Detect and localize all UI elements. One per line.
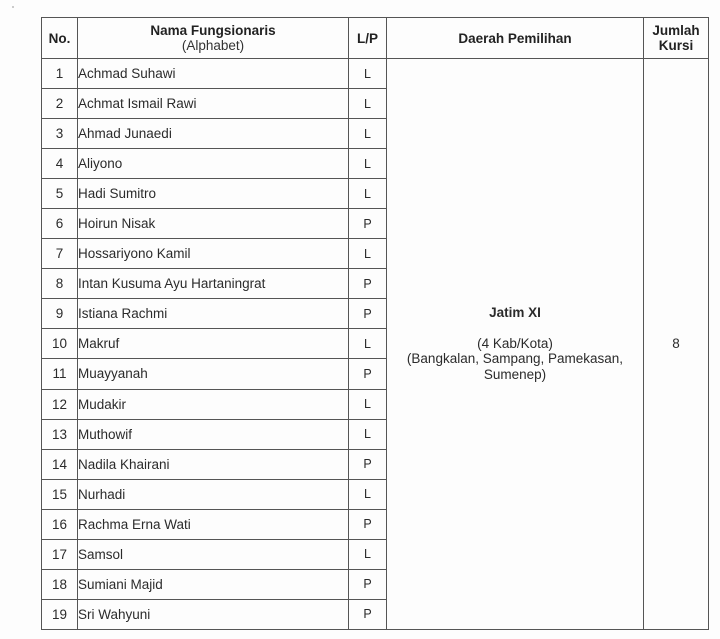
header-region-label: Daerah Pemilihan [458,30,572,46]
header-name-sublabel: (Alphabet) [181,38,245,53]
functionary-name: Achmad Suhawi [78,59,349,89]
row-number: 5 [42,179,78,209]
functionary-name: Sumiani Majid [78,569,349,599]
functionary-name: Aliyono [78,149,349,179]
functionary-name: Mudakir [78,389,349,419]
row-number: 8 [42,269,78,299]
functionary-name: Hoirun Nisak [78,209,349,239]
gender-cell: P [349,269,387,299]
region-cell [387,59,644,630]
table-header-row [42,18,709,59]
functionary-name: Hadi Sumitro [78,179,349,209]
gender-cell: L [349,89,387,119]
gender-cell: L [349,119,387,149]
functionary-name: Rachma Erna Wati [78,509,349,539]
row-number: 4 [42,149,78,179]
gender-cell: L [349,329,387,359]
functionary-name: Muayyanah [78,359,349,389]
row-number: 19 [42,599,78,629]
functionary-name: Sri Wahyuni [78,599,349,629]
functionaries-table [41,17,709,630]
header-seats-label-line2: Kursi [658,38,694,53]
functionary-name: Istiana Rachmi [78,299,349,329]
header-no [42,18,78,59]
row-number: 14 [42,449,78,479]
row-number: 11 [42,359,78,389]
region-district-count: (4 Kab/Kota) [477,335,553,351]
gender-cell: P [349,569,387,599]
functionary-name: Intan Kusuma Ayu Hartaningrat [78,269,349,299]
header-name [78,18,349,59]
header-gender-label: L/P [356,30,378,46]
row-number: 9 [42,299,78,329]
seat-count: 8 [644,59,709,630]
gender-cell: L [349,179,387,209]
gender-cell: L [349,59,387,89]
gender-cell: L [349,389,387,419]
row-number: 6 [42,209,78,239]
scan-speck [12,6,14,8]
row-number: 13 [42,419,78,449]
functionary-name: Hossariyono Kamil [78,239,349,269]
gender-cell: L [349,149,387,179]
row-number: 2 [42,89,78,119]
row-number: 7 [42,239,78,269]
row-number: 17 [42,539,78,569]
gender-cell: P [349,209,387,239]
functionary-name: Samsol [78,539,349,569]
region-name: Jatim XI [489,305,541,321]
gender-cell: L [349,239,387,269]
gender-cell: L [349,539,387,569]
gender-cell: P [349,509,387,539]
header-region [387,18,644,59]
functionary-name: Ahmad Junaedi [78,119,349,149]
header-name-label: Nama Fungsionaris [150,23,276,38]
row-number: 16 [42,509,78,539]
header-seats [644,18,709,59]
functionary-name: Makruf [78,329,349,359]
row-number: 18 [42,569,78,599]
row-number: 10 [42,329,78,359]
gender-cell: P [349,449,387,479]
row-number: 12 [42,389,78,419]
table-body [42,59,709,630]
header-seats-label-line1: Jumlah [652,23,700,38]
functionary-name: Nadila Khairani [78,449,349,479]
gender-cell: L [349,479,387,509]
header-gender [349,18,387,59]
gender-cell: P [349,299,387,329]
gender-cell: L [349,419,387,449]
gender-cell: P [349,599,387,629]
row-number: 3 [42,119,78,149]
gender-cell: P [349,359,387,389]
header-no-label: No. [48,30,71,46]
functionary-name: Muthowif [78,419,349,449]
row-number: 15 [42,479,78,509]
table-row [42,59,709,89]
region-district-list: (Bangkalan, Sampang, Pamekasan, Sumenep) [406,351,624,382]
functionary-name: Achmat Ismail Rawi [78,89,349,119]
row-number: 1 [42,59,78,89]
functionary-name: Nurhadi [78,479,349,509]
